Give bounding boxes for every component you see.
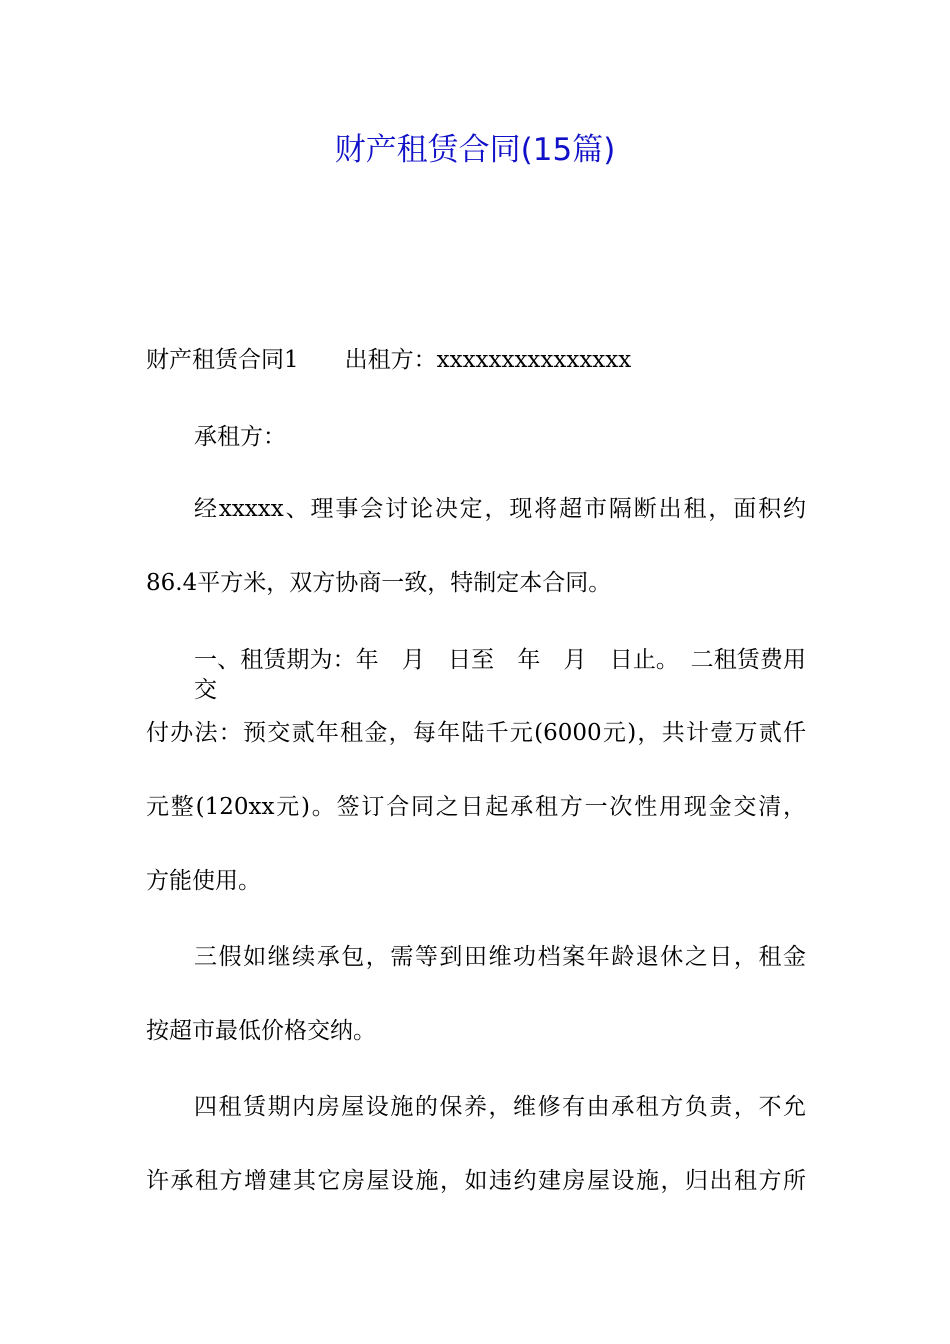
text-line: 经xxxxx、理事会讨论决定，现将超市隔断出租，面积约 [194,496,806,522]
text-line: 方能使用。 [146,868,261,894]
document-title: 财产租赁合同(15篇) [334,132,616,168]
text-line: 一、租赁期为：年 月 日至 年 月 日止。 二租赁费用交 [194,647,806,703]
text-line: 元整(120xx元)。签订合同之日起承租方一次性用现金交清， [146,794,806,820]
text-line: 86.4平方米，双方协商一致，特制定本合同。 [146,570,612,596]
text-line: 按超市最低价格交纳。 [146,1018,376,1044]
text-line: 财产租赁合同1 出租方：xxxxxxxxxxxxxxx [146,347,632,373]
text-line: 付办法：预交贰年租金，每年陆千元(6000元)，共计壹万贰仟 [146,720,806,746]
text-line: 三假如继续承包，需等到田维功档案年龄退休之日，租金 [194,944,806,970]
text-line: 承租方： [194,424,286,450]
text-line: 许承租方增建其它房屋设施，如违约建房屋设施，归出租方所 [146,1168,806,1194]
text-line: 四租赁期内房屋设施的保养，维修有由承租方负责，不允 [194,1094,806,1120]
